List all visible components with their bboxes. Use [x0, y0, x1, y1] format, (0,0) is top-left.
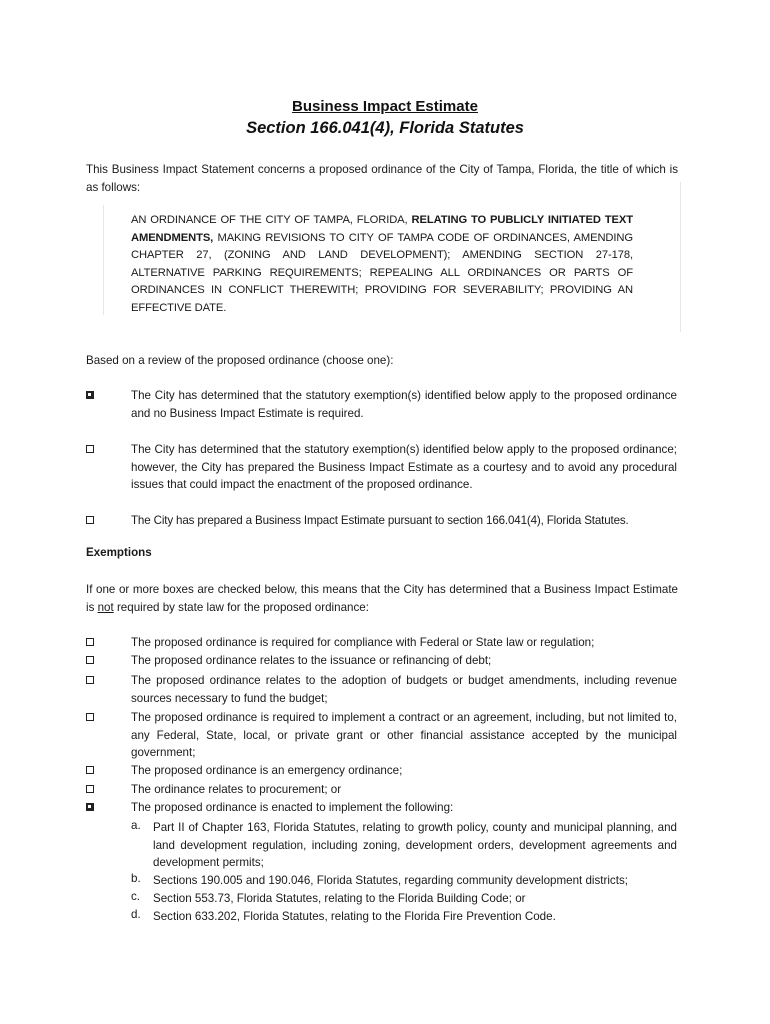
exemption-7-checkbox[interactable] — [86, 803, 94, 811]
exemption-6-checkbox[interactable] — [86, 785, 94, 793]
option-1-checkbox[interactable] — [86, 391, 94, 399]
document-title: Business Impact Estimate — [292, 98, 478, 115]
exemption-1-checkbox[interactable] — [86, 638, 94, 646]
exemptions-intro-b: required by state law for the proposed ordinance: — [113, 600, 369, 614]
exemption-3-checkbox[interactable] — [86, 676, 94, 684]
exemptions-intro — [86, 581, 678, 616]
exemption-4-checkbox[interactable] — [86, 713, 94, 721]
option-1-text: The City has determined that the statutory exemption(s) identified below apply to the proposed ordinance and no Business Impact Estimate is required. — [131, 389, 677, 420]
sub-item-c-label: c. — [131, 890, 141, 903]
sub-item-d-label: d. — [131, 908, 141, 921]
ordinance-title — [131, 212, 633, 317]
exemption-6-text: The ordinance relates to procurement; or — [131, 783, 342, 796]
exemption-2-text: The proposed ordinance relates to the issuance or refinancing of debt; — [131, 654, 492, 667]
exemption-5-checkbox[interactable] — [86, 766, 94, 774]
exemption-5-text: The proposed ordinance is an emergency ordinance; — [131, 764, 403, 777]
review-prompt: Based on a review of the proposed ordinance (choose one): — [86, 354, 394, 367]
option-2-checkbox[interactable] — [86, 445, 94, 453]
sub-item-c-text: Section 553.73, Florida Statutes, relating to the Florida Building Code; or — [153, 892, 526, 905]
sub-item-b-text: Sections 190.005 and 190.046, Florida Statutes, regarding community development districts; — [153, 874, 628, 887]
intro-paragraph: This Business Impact Statement concerns a proposed ordinance of the City of Tampa, Florida, the title of which is as follows: — [86, 163, 678, 194]
exemption-2-checkbox[interactable] — [86, 656, 94, 664]
option-3-text: The City has prepared a Business Impact Estimate pursuant to section 166.041(4), Florida Statutes. — [131, 514, 629, 527]
ordinance-title-bold: RELATING TO PUBLICLY INITIATED TEXT AMENDMENTS, — [131, 214, 633, 244]
scan-margin-line-left — [103, 205, 104, 315]
sub-item-a-text: Part II of Chapter 163, Florida Statutes, relating to growth policy, county and municipal planning, and land development regulation, including zoning, development orders, development agreements and development permits; — [153, 821, 677, 869]
exemption-3-text: The proposed ordinance relates to the adoption of budgets or budget amendments, including revenue sources necessary to fund the budget; — [131, 674, 677, 705]
exemptions-intro-not: not — [97, 600, 114, 614]
scan-margin-line-right — [680, 182, 681, 332]
exemption-7-text: The proposed ordinance is enacted to implement the following: — [131, 801, 454, 814]
exemption-4-text: The proposed ordinance is required to implement a contract or an agreement, including, but not limited to, any Federal, State, local, or private grant or other financial assistance accepted by the municipal government; — [131, 711, 677, 759]
option-3-checkbox[interactable] — [86, 516, 94, 524]
ordinance-title-part2: MAKING REVISIONS TO CITY OF TAMPA CODE OF ORDINANCES, AMENDING CHAPTER 27, (ZONING AND LAND DEVELOPMENT); AMENDING SECTION 27-178, ALTERNATIVE PARKING REQUIREMENTS; REPEALING ALL ORDINANCES OR PARTS OF ORDINANCES IN CONFLICT THEREWITH; PROVIDING FOR SEVERABILITY; PROVIDING AN EFFECTIVE DATE. — [131, 231, 633, 314]
document-subtitle: Section 166.041(4), Florida Statutes — [246, 119, 524, 137]
exemption-1-text: The proposed ordinance is required for compliance with Federal or State law or regulation; — [131, 636, 595, 649]
exemptions-intro-a: If one or more boxes are checked below, this means that the City has determined that a Business Impact Estimate is — [86, 583, 678, 614]
ordinance-title-part1: AN ORDINANCE OF THE CITY OF TAMPA, FLORIDA, — [131, 214, 412, 226]
sub-item-a-label: a. — [131, 819, 141, 832]
sub-item-d-text: Section 633.202, Florida Statutes, relating to the Florida Fire Prevention Code. — [153, 910, 556, 923]
exemptions-heading: Exemptions — [86, 546, 152, 559]
option-2-text: The City has determined that the statutory exemption(s) identified below apply to the proposed ordinance; however, the City has prepared the Business Impact Estimate as a courtesy and to avoid any procedural issues that could impact the enactment of the proposed ordinance. — [131, 443, 677, 491]
sub-item-b-label: b. — [131, 872, 141, 885]
